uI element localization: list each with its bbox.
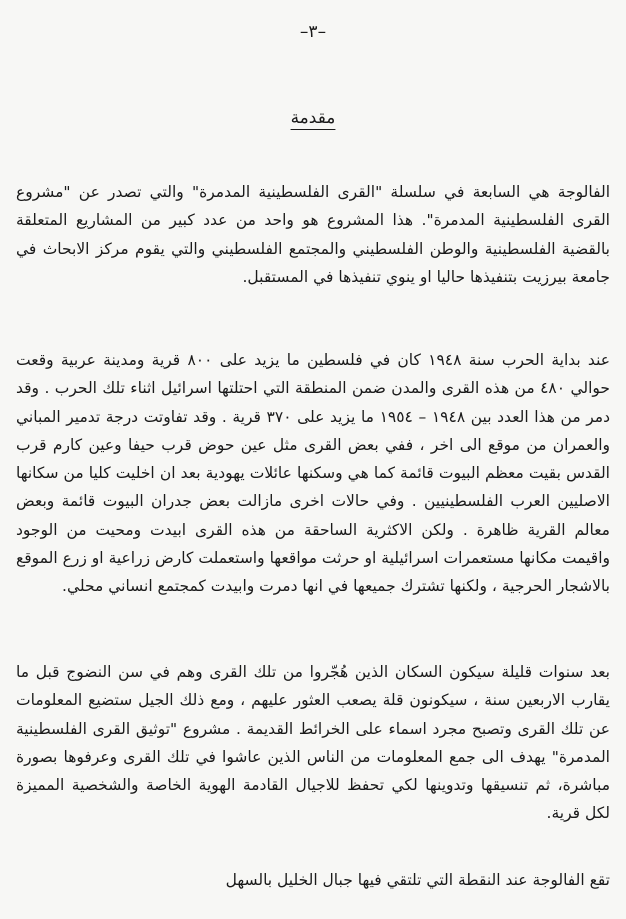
- paragraph-1: [16, 178, 610, 291]
- page-number: –٣–: [299, 22, 327, 42]
- paragraph-text: الفالوجة هي السابعة في سلسلة "القرى الفلسطينية المدمرة" والتي تصدر عن "مشروع القرى الفلسطينية المدمرة". هذا المشروع هو واحد من عدد كبير من المشاريع المتعلقة بالقضية الفلسطينية والوطن الفلسطيني والمجتمع الفلسطيني والتي يقوم مركز الابحاث في جامعة بيرزيت بتنفيذها حاليا او ينوي تنفيذها في المستقبل.: [16, 183, 610, 286]
- section-heading: [0, 108, 626, 128]
- paragraph-3: [16, 658, 610, 828]
- paragraph-text: عند بداية الحرب سنة ١٩٤٨ كان في فلسطين ما يزيد على ٨٠٠ قرية ومدينة عربية وقعت حوالي ٤٨٠ من هذه القرى والمدن ضمن المنطقة التي احتلتها اسرائيل اثناء تلك الحرب . وقد دمر من هذا العدد بين ١٩٤٨ – ١٩٥٤ ما يزيد على ٣٧٠ قرية . وقد تفاوتت درجة تدمير المباني والعمران من موقع الى اخر ، ففي بعض القرى مثل عين حوض قرب حيفا وعين كارم قرب القدس بقيت معظم البيوت قائمة كما هي وسكنها عائلات يهودية بعد ان اخليت كليا من سكانها الاصليين العرب الفلسطينيين . وفي حالات اخرى مازالت بعض جدران البيوت قائمة وبعض معالم القرية ظاهرة . ولكن الاكثرية الساحقة من هذه القرى ابيدت ومحيت من الوجود واقيمت مكانها مستعمرات اسرائيلية او حرثت مواقعها واستعملت كارض زراعية او زرع الموقع بالاشجار الحرجية ، ولكنها تشترك جميعها في انها دمرت وابيدت كمجتمع انساني محلي.: [16, 351, 610, 596]
- paragraph-text: بعد سنوات قليلة سيكون السكان الذين هُجّروا من تلك القرى وهم في سن النضوج قبل ما يقارب الاربعين سنة ، سيكونون قلة يصعب العثور عليهم ، ومع ذلك الجيل ستضيع المعلومات عن تلك القرى وتصبح مجرد اسماء على الخرائط القديمة . مشروع "توثيق القرى الفلسطينية المدمرة" يهدف الى جمع المعلومات من الناس الذين عاشوا في تلك القرى وعرفوها بصورة مباشرة، ثم تنسيقها وتدوينها لكي تحفظ للاجيال القادمة الهوية الخاصة والشخصية المميزة لكل قرية.: [16, 663, 610, 823]
- paragraph-2: [16, 346, 610, 601]
- paragraph-text: تقع الفالوجة عند النقطة التي تلتقي فيها جبال الخليل بالسهل: [225, 871, 610, 889]
- paragraph-4: [16, 866, 610, 894]
- heading-text: مقدمة: [290, 108, 336, 128]
